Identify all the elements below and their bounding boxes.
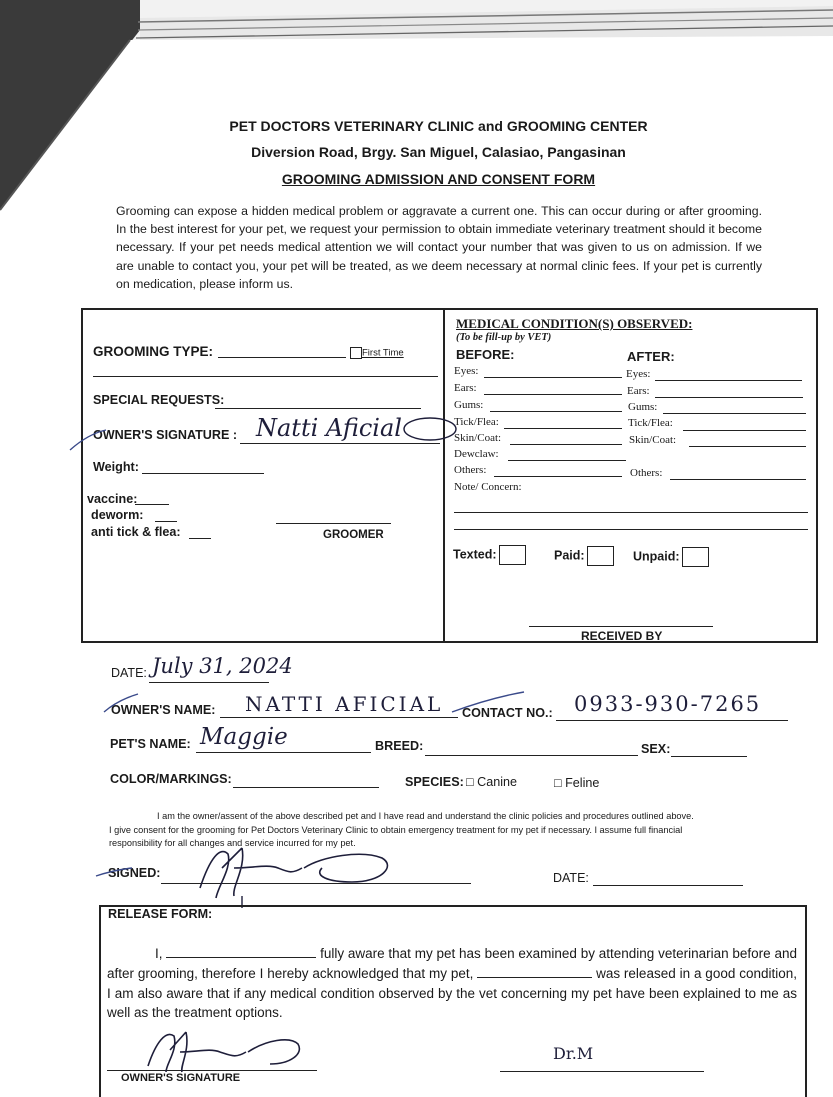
medical-condition-subtitle: (To be fill-up by VET): [456, 332, 552, 343]
release-pet-field[interactable]: [477, 965, 592, 978]
consent-date-label: DATE:: [553, 871, 589, 885]
weight-label: Weight:: [93, 460, 139, 474]
date-label: DATE:: [111, 666, 147, 680]
first-time-option[interactable]: [350, 347, 404, 359]
after-eyes-field[interactable]: [655, 380, 802, 381]
before-skin-label: Skin/Coat:: [454, 432, 502, 444]
before-eyes-label: Eyes:: [454, 365, 479, 377]
received-by-label: RECEIVED BY: [581, 629, 663, 643]
release-text-1: I,: [155, 946, 167, 961]
after-others-label: Others:: [630, 467, 663, 479]
after-tick-label: Tick/Flea:: [628, 417, 673, 429]
before-ears-label: Ears:: [454, 382, 477, 394]
feline-option[interactable]: □ Feline: [554, 776, 600, 790]
consent-date-field[interactable]: [593, 885, 743, 886]
color-markings-label: COLOR/MARKINGS:: [110, 772, 232, 786]
unpaid-checkbox[interactable]: [682, 547, 709, 567]
contact-label: CONTACT NO.:: [462, 706, 553, 720]
after-ears-field[interactable]: [655, 397, 803, 398]
contact-handwriting: 0933-930-7265: [574, 692, 762, 716]
vaccine-label: vaccine:: [87, 492, 138, 506]
deworm-field[interactable]: [155, 521, 177, 522]
owners-signature-handwriting: Natti Aficial: [256, 414, 402, 442]
clinic-address: Diversion Road, Brgy. San Miguel, Calasiao, Pangasinan: [251, 144, 626, 160]
name-strokes: [100, 686, 540, 722]
note-line-2[interactable]: [454, 529, 808, 530]
date-field[interactable]: [149, 682, 269, 683]
after-gums-label: Gums:: [628, 401, 658, 413]
after-heading: AFTER:: [627, 349, 675, 364]
vet-initials-handwriting: Dr.M: [553, 1044, 594, 1063]
pet-name-label: PET'S NAME:: [110, 737, 191, 751]
unpaid-label: Unpaid:: [633, 549, 680, 564]
sex-field[interactable]: [671, 756, 747, 757]
after-eyes-label: Eyes:: [626, 368, 651, 380]
consent-line-2: I give consent for the grooming for Pet Doctors Veterinary Clinic to obtain emergency treatment for my pet if necessary. I assume full financial: [109, 825, 683, 835]
paid-option[interactable]: [554, 546, 614, 566]
after-tick-field[interactable]: [683, 430, 806, 431]
anti-tick-field[interactable]: [189, 538, 211, 539]
groomer-signature-field[interactable]: [276, 523, 391, 524]
grooming-type-label: GROOMING TYPE:: [93, 344, 214, 359]
grooming-type-field[interactable]: [218, 357, 346, 358]
after-skin-field[interactable]: [689, 446, 806, 447]
canine-option[interactable]: □ Canine: [466, 775, 518, 789]
breed-field[interactable]: [425, 755, 638, 756]
paid-label: Paid:: [554, 548, 585, 563]
pet-name-handwriting: Maggie: [200, 724, 288, 750]
release-name-field[interactable]: [166, 945, 316, 958]
breed-label: BREED:: [375, 739, 424, 753]
clinic-name: PET DOCTORS VETERINARY CLINIC and GROOMING CENTER: [229, 118, 648, 134]
release-paragraph: [107, 944, 797, 1023]
owners-signature-label: OWNER'S SIGNATURE :: [93, 428, 238, 442]
before-ears-field[interactable]: [484, 394, 622, 395]
before-gums-field[interactable]: [490, 411, 622, 412]
owner-name-handwriting: NATTI AFICIAL: [245, 692, 444, 716]
pet-name-field[interactable]: [196, 752, 371, 753]
before-dewclaw-label: Dewclaw:: [454, 448, 499, 460]
owner-name-label: OWNER'S NAME:: [111, 703, 216, 717]
unpaid-option[interactable]: [633, 547, 709, 567]
note-line-1[interactable]: [454, 512, 808, 513]
panel-divider: [443, 310, 445, 641]
after-skin-label: Skin/Coat:: [629, 434, 677, 446]
medical-condition-title: MEDICAL CONDITION(S) OBSERVED:: [456, 316, 693, 331]
signature-strokes: [68, 414, 458, 454]
release-text-3: was released in a good condition, I am also aware that if any medical condition observed by the vet concerning my pet have been explained to me as well as the treatment options.: [107, 965, 797, 1021]
intro-paragraph: Grooming can expose a hidden medical problem or aggravate a current one. This can occur during or after grooming. In the best interest for your pet, we request your permission to obtain immediate veterinary treatment should it become necessary. If your pet needs medical attention we will contact your number that was given to us on admission. If we are unable to contact you, your pet will be treated, as we deem necessary at normal clinic fees. If your pet is currently on medication, please inform us.: [116, 204, 762, 291]
weight-field[interactable]: [142, 473, 264, 474]
release-owner-signature-label: OWNER'S SIGNATURE: [121, 1072, 241, 1084]
before-tick-label: Tick/Flea:: [454, 416, 499, 428]
sex-label: SEX:: [641, 742, 671, 756]
paid-checkbox[interactable]: [587, 546, 614, 566]
consent-line-3: responsibility for all changes and service incurred for my pet.: [109, 838, 356, 848]
before-dewclaw-field[interactable]: [508, 460, 626, 461]
vaccine-field[interactable]: [135, 504, 169, 505]
deworm-label: deworm:: [91, 508, 144, 522]
release-form-title: RELEASE FORM:: [108, 907, 213, 921]
anti-tick-label: anti tick & flea:: [91, 525, 181, 539]
form-title: GROOMING ADMISSION AND CONSENT FORM: [281, 171, 596, 187]
special-requests-label: SPECIAL REQUESTS:: [93, 393, 225, 407]
before-heading: BEFORE:: [456, 347, 515, 362]
date-handwriting: July 31, 2024: [152, 654, 293, 678]
consent-signature: [92, 838, 412, 908]
consent-line-1: I am the owner/assent of the above described pet and I have read and understand the clinic policies and procedures outlined above.: [157, 811, 694, 821]
first-time-label: First Time: [362, 347, 404, 359]
release-signature: [140, 1026, 310, 1076]
special-requests-field[interactable]: [215, 408, 421, 409]
release-vet-signature-field[interactable]: [500, 1071, 704, 1072]
grooming-type-line-2[interactable]: [93, 376, 438, 377]
contact-field[interactable]: [556, 720, 788, 721]
before-others-field[interactable]: [494, 476, 622, 477]
after-gums-field[interactable]: [663, 413, 806, 414]
before-tick-field[interactable]: [504, 428, 622, 429]
after-others-field[interactable]: [670, 479, 806, 480]
texted-label: Texted:: [453, 547, 497, 562]
signed-label: SIGNED:: [108, 866, 161, 880]
before-eyes-field[interactable]: [484, 377, 622, 378]
color-markings-field[interactable]: [233, 787, 379, 788]
texted-checkbox[interactable]: [499, 545, 526, 565]
received-by-field[interactable]: [529, 626, 713, 627]
before-skin-field[interactable]: [510, 444, 622, 445]
texted-option[interactable]: [453, 545, 526, 565]
before-others-label: Others:: [454, 464, 487, 476]
species-label: SPECIES:: [405, 775, 464, 789]
note-concern-label: Note/ Concern:: [454, 481, 522, 493]
release-text-2: fully aware that my pet has been examined by attending veterinarian before and after grooming, therefore I hereby acknowledged that my pet,: [107, 946, 797, 981]
after-ears-label: Ears:: [627, 385, 650, 397]
before-gums-label: Gums:: [454, 399, 484, 411]
groomer-label: GROOMER: [323, 529, 384, 541]
first-time-checkbox[interactable]: [350, 347, 362, 359]
